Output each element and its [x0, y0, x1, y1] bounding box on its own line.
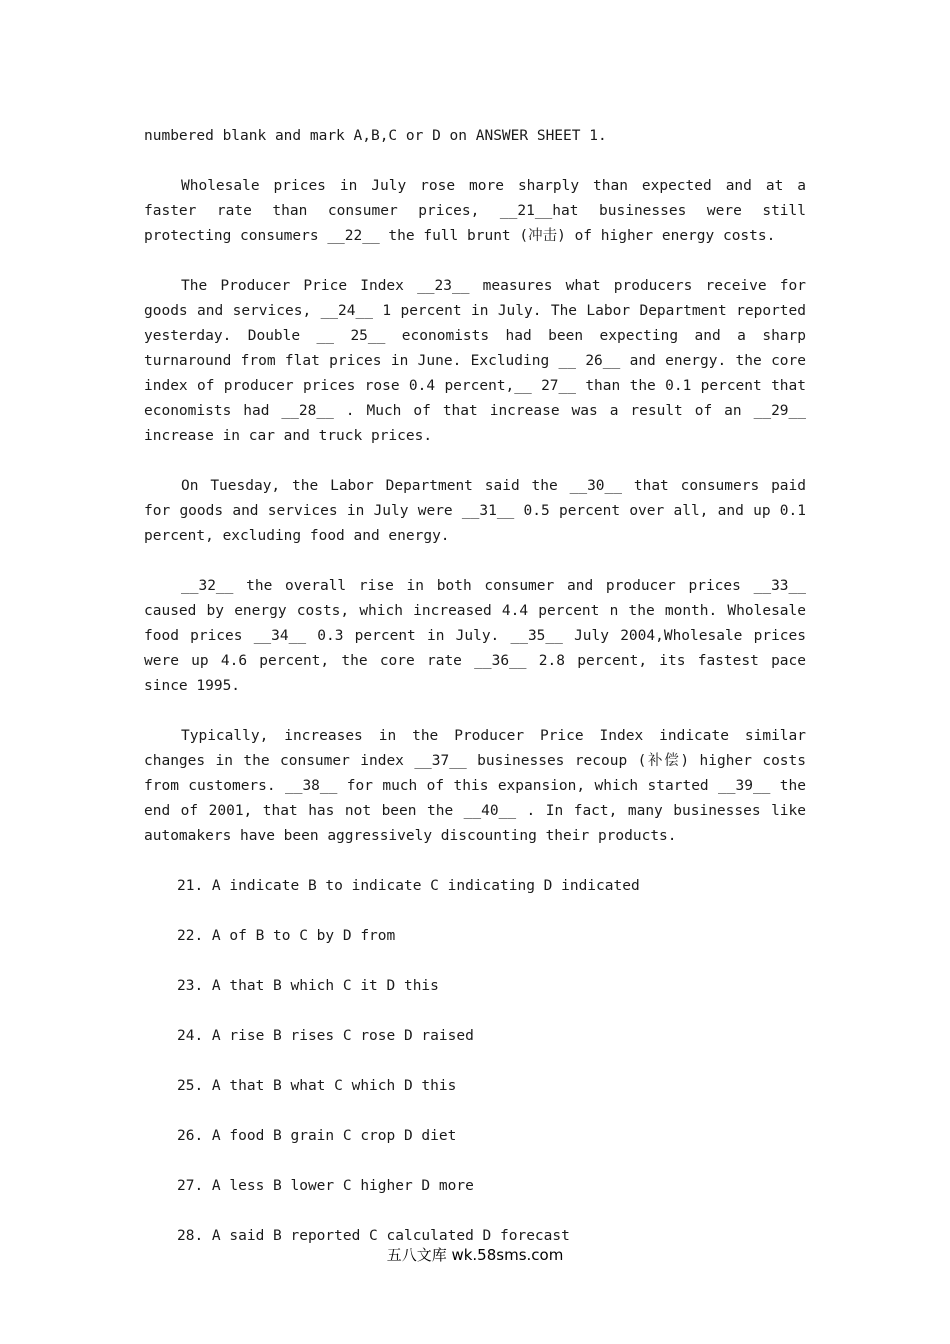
question-option-23: 23. A that B which C it D this [177, 978, 439, 994]
passage-paragraph-3: On Tuesday, the Labor Department said the __30__ that consumers paid for goods and services in July were __31__ 0.5 percent over all, and up 0.1 percent, excluding food and energy. [144, 478, 806, 544]
question-option-26: 26. A food B grain C crop D diet [177, 1128, 457, 1144]
passage-paragraph-4: __32__ the overall rise in both consumer and producer prices __33__ caused by energy costs, which increased 4.4 percent n the month. Wholesale food prices __34__ 0.3 percent in July. __35__ July 2004,Wholesale prices were up 4.6 percent, the core rate __36__ 2.8 percent, its fastest pace since 1995. [144, 578, 806, 694]
question-option-27: 27. A less B lower C higher D more [177, 1178, 474, 1194]
question-option-25: 25. A that B what C which D this [177, 1078, 457, 1094]
answer-options-list [144, 874, 806, 1249]
document-body [144, 124, 806, 1274]
question-option-22: 22. A of B to C by D from [177, 928, 396, 944]
page-footer-watermark: 五八文库 wk.58sms.com [386, 1246, 564, 1264]
question-option-28: 28. A said B reported C calculated D forecast [177, 1228, 570, 1244]
instruction-line: numbered blank and mark A,B,C or D on ANSWER SHEET 1. [144, 128, 607, 144]
passage-paragraph-5: Typically, increases in the Producer Price Index indicate similar changes in the consumer index __37__ businesses recoup (补偿) higher costs from customers. __38__ for much of this expansion, which started __39__ the end of 2001, that has not been the __40__ . In fact, many businesses like automakers have been aggressively discounting their products. [144, 728, 806, 844]
passage-paragraph-1: Wholesale prices in July rose more sharply than expected and at a faster rate than consumer prices, __21__hat businesses were still protecting consumers __22__ the full brunt (冲击) of higher energy costs. [144, 178, 806, 244]
question-option-24: 24. A rise B rises C rose D raised [177, 1028, 474, 1044]
passage-paragraph-2: The Producer Price Index __23__ measures what producers receive for goods and services, __24__ 1 percent in July. The Labor Department reported yesterday. Double __ 25__ economists had been expecting and a sharp turnaround from flat prices in June. Excluding __ 26__ and energy. the core index of producer prices rose 0.4 percent,__ 27__ than the 0.1 percent that economists had __28__ . Much of that increase was a result of an __29__ increase in car and truck prices. [144, 278, 806, 444]
question-option-21: 21. A indicate B to indicate C indicating D indicated [177, 878, 640, 894]
